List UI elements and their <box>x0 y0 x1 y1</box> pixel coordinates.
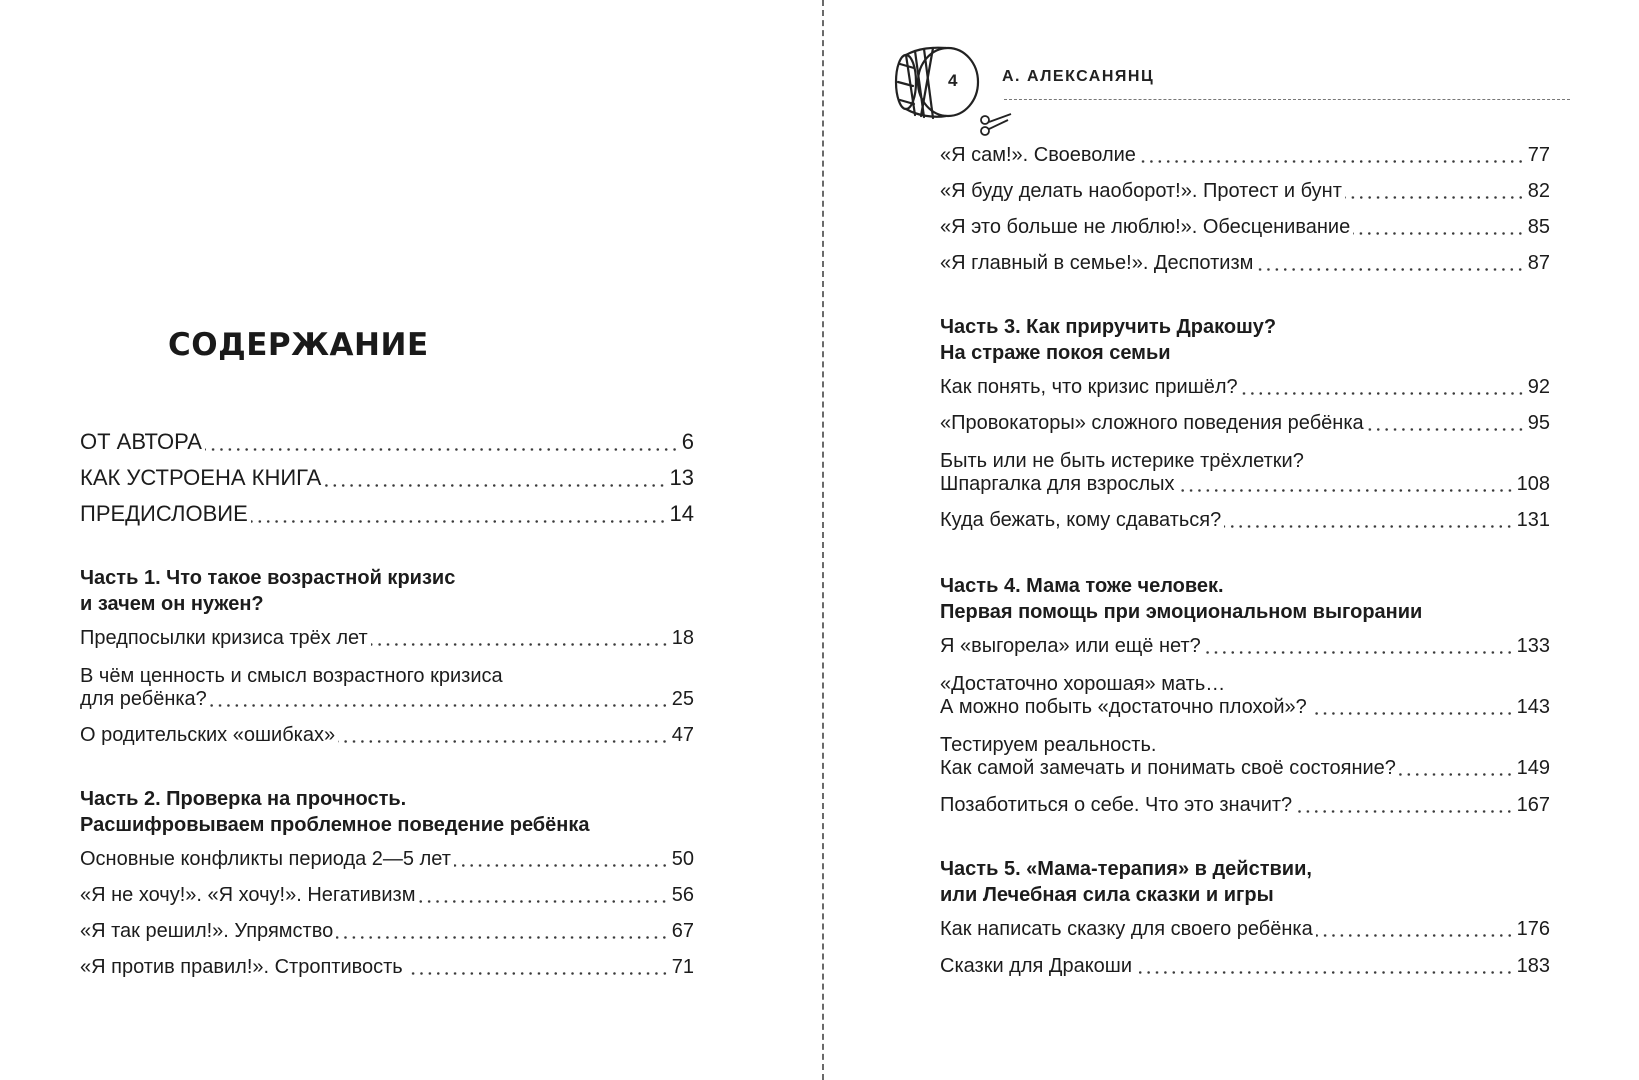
toc-page-number: 18 <box>671 627 694 649</box>
toc-entry-book-structure[interactable] <box>80 465 694 491</box>
toc-entry[interactable] <box>940 955 1550 978</box>
part-title-line: Первая помощь при эмоциональном выгорании <box>940 601 1423 623</box>
toc-page-number: 92 <box>1527 376 1550 398</box>
part-2-heading[interactable] <box>80 786 590 838</box>
toc-entry[interactable] <box>940 733 1550 780</box>
toc-entry-title: «Я против правил!». Строптивость <box>80 956 403 978</box>
toc-entry-title: «Провокаторы» сложного поведения ребёнка <box>940 412 1364 434</box>
toc-entry-title-line: В чём ценность и смысл возрастного кризиса <box>80 665 503 687</box>
toc-entry[interactable] <box>80 848 694 871</box>
toc-page-number: 133 <box>1516 635 1550 657</box>
part-1-heading[interactable] <box>80 565 455 617</box>
page-gutter-divider <box>822 0 824 1080</box>
toc-entry-title: «Я так решил!». Упрямство <box>80 920 334 942</box>
toc-page-number: 82 <box>1527 180 1550 202</box>
dot-leader <box>454 864 669 867</box>
part-4-heading[interactable] <box>940 573 1422 625</box>
toc-entry-title: Как написать сказку для своего ребёнка <box>940 918 1313 940</box>
toc-entry-title: Я «выгорела» или ещё нет? <box>940 635 1201 657</box>
part-title-line: На страже покоя семьи <box>940 342 1171 364</box>
toc-entry-title: «Я главный в семье!». Деспотизм <box>940 252 1254 274</box>
toc-entry[interactable] <box>80 920 694 943</box>
toc-page-number: 131 <box>1516 509 1550 531</box>
toc-entry-title-line: Тестируем реальность. <box>940 734 1157 756</box>
running-header-author: А. АЛЕКСАНЯНЦ <box>1002 68 1155 85</box>
toc-entry[interactable] <box>80 664 694 711</box>
toc-page-number: 71 <box>671 956 694 978</box>
toc-page-number: 14 <box>669 501 694 526</box>
toc-page-number: 149 <box>1516 757 1550 779</box>
toc-entry-title: Предпосылки кризиса трёх лет <box>80 627 368 649</box>
part-title-line: Часть 5. «Мама-терапия» в действии, <box>940 858 1312 880</box>
toc-entry-from-author[interactable] <box>80 429 694 455</box>
toc-entry[interactable] <box>940 252 1550 275</box>
toc-page-number: 167 <box>1516 794 1550 816</box>
toc-entry[interactable] <box>940 216 1550 239</box>
part-title-line: Часть 1. Что такое возрастной кризис <box>80 567 456 589</box>
toc-page-number: 77 <box>1527 144 1550 166</box>
dot-leader <box>324 484 666 487</box>
toc-entry[interactable] <box>940 509 1550 532</box>
toc-entry-title: Куда бежать, кому сдаваться? <box>940 509 1222 531</box>
dot-leader <box>338 740 669 743</box>
dot-leader <box>1178 489 1514 492</box>
toc-entry[interactable] <box>80 884 694 907</box>
dot-leader <box>1295 810 1513 813</box>
dot-leader <box>336 936 669 939</box>
toc-entry[interactable] <box>940 672 1550 719</box>
dot-leader <box>1135 971 1514 974</box>
toc-page-number: 6 <box>681 429 694 454</box>
dot-leader <box>1353 232 1525 235</box>
toc-entry-title: ОТ АВТОРА <box>80 429 202 454</box>
dot-leader <box>1204 651 1514 654</box>
toc-entry-title: «Я это больше не люблю!». Обесценивание <box>940 216 1351 238</box>
toc-entry-title-line: «Достаточно хорошая» мать… <box>940 673 1226 695</box>
dot-leader <box>210 704 669 707</box>
toc-page-number: 108 <box>1516 473 1550 495</box>
toc-entry-title-line: Быть или не быть истерике трёхлетки? <box>940 450 1304 472</box>
toc-page-number: 56 <box>671 884 694 906</box>
part-3-heading[interactable] <box>940 314 1276 366</box>
toc-entry[interactable] <box>940 180 1550 203</box>
toc-entry-title: А можно побыть «достаточно плохой»? <box>940 696 1307 718</box>
toc-entry[interactable] <box>80 956 694 979</box>
toc-entry[interactable] <box>940 376 1550 399</box>
dot-leader <box>1367 428 1525 431</box>
dot-leader <box>1241 392 1525 395</box>
toc-entry-title: для ребёнка? <box>80 688 207 710</box>
running-page-number: 4 <box>948 71 958 90</box>
part-title-line: и зачем он нужен? <box>80 593 264 615</box>
toc-entry-title: КАК УСТРОЕНА КНИГА <box>80 465 322 490</box>
dot-leader <box>1316 934 1514 937</box>
toc-page-number: 95 <box>1527 412 1550 434</box>
part-title-line: Часть 4. Мама тоже человек. <box>940 575 1224 597</box>
toc-page-number: 143 <box>1516 696 1550 718</box>
part-title-line: Расшифровываем проблемное поведение ребёнка <box>80 814 590 836</box>
dot-leader <box>1256 268 1524 271</box>
toc-entry-title: О родительских «ошибках» <box>80 724 336 746</box>
toc-entry-title: ПРЕДИСЛОВИЕ <box>80 501 248 526</box>
toc-page-number: 176 <box>1516 918 1550 940</box>
dot-leader <box>205 448 679 451</box>
toc-page-number: 183 <box>1516 955 1550 977</box>
toc-entry[interactable] <box>940 635 1550 658</box>
toc-entry[interactable] <box>80 724 694 747</box>
part-5-heading[interactable] <box>940 856 1312 908</box>
part-title-line: Часть 3. Как приручить Дракошу? <box>940 316 1277 338</box>
dot-leader <box>1345 196 1525 199</box>
toc-entry-title: Сказки для Дракоши <box>940 955 1133 977</box>
toc-page-number: 87 <box>1527 252 1550 274</box>
toc-page-number: 25 <box>671 688 694 710</box>
toc-entry[interactable] <box>940 144 1550 167</box>
toc-entry[interactable] <box>940 918 1550 941</box>
dot-leader <box>251 520 667 523</box>
toc-entry-title: Как самой замечать и понимать своё состояние? <box>940 757 1396 779</box>
dot-leader <box>1224 525 1513 528</box>
part-title-line: или Лечебная сила сказки и игры <box>940 884 1274 906</box>
dot-leader <box>1139 160 1525 163</box>
toc-page-number: 85 <box>1527 216 1550 238</box>
toc-page-number: 50 <box>671 848 694 870</box>
toc-entry[interactable] <box>940 794 1550 817</box>
toc-entry-title: Как понять, что кризис пришёл? <box>940 376 1238 398</box>
scissors-icon <box>978 112 1014 138</box>
toc-entry-title: Шпаргалка для взрослых <box>940 473 1175 495</box>
toc-page-number: 47 <box>671 724 694 746</box>
dot-leader <box>1310 712 1514 715</box>
toc-entry-preface[interactable] <box>80 501 694 527</box>
dot-leader <box>1399 773 1514 776</box>
part-title-line: Часть 2. Проверка на прочность. <box>80 788 407 810</box>
toc-entry-title: «Я не хочу!». «Я хочу!». Негативизм <box>80 884 416 906</box>
toc-entry-title: «Я буду делать наоборот!». Протест и бунт <box>940 180 1342 202</box>
toc-entry-title: «Я сам!». Своеволие <box>940 144 1136 166</box>
toc-entry[interactable] <box>940 449 1550 496</box>
header-dashed-rule <box>1004 99 1570 100</box>
toc-entry-title: Позаботиться о себе. Что это значит? <box>940 794 1293 816</box>
page-title: СОДЕРЖАНИЕ <box>168 327 429 363</box>
toc-page-number: 13 <box>669 465 694 490</box>
toc-page-number: 67 <box>671 920 694 942</box>
toc-entry[interactable] <box>80 627 694 650</box>
toc-entry-title: Основные конфликты периода 2—5 лет <box>80 848 451 870</box>
dot-leader <box>371 643 669 646</box>
toc-entry[interactable] <box>940 412 1550 435</box>
dot-leader <box>418 900 668 903</box>
dot-leader <box>406 972 669 975</box>
